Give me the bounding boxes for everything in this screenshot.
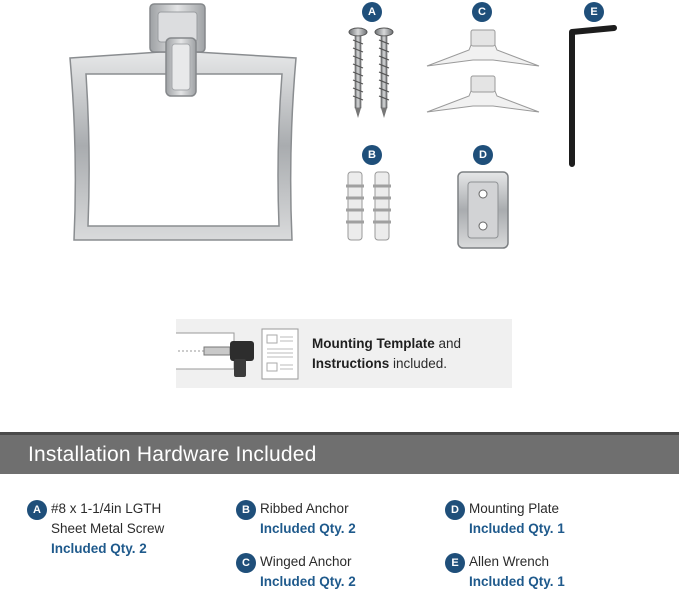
hardware-e-line1: Allen Wrench (469, 554, 550, 569)
hardware-badge-b: B (236, 500, 256, 520)
hardware-b-line1: Ribbed Anchor (260, 501, 349, 516)
badge-b: B (362, 145, 382, 165)
ribbed-anchor-image (346, 172, 391, 240)
template-note-text2: included. (389, 356, 448, 371)
banner-title: Installation Hardware Included (28, 443, 317, 466)
hardware-c-qty: Included Qty. 2 (260, 574, 356, 589)
winged-anchor-image (427, 30, 539, 112)
towel-ring-image (70, 4, 296, 240)
template-illustration-icon (176, 319, 306, 388)
template-note-text (312, 334, 508, 374)
badge-d: D (473, 145, 493, 165)
badge-c: C (472, 2, 492, 22)
screw-image (349, 28, 393, 118)
template-note-bold2: Instructions (312, 356, 390, 371)
product-illustration (0, 0, 679, 300)
hardware-badge-d: D (445, 500, 465, 520)
badge-e: E (584, 2, 604, 22)
hardware-a-line1: #8 x 1-1/4in LGTH (51, 501, 162, 516)
hardware-e-qty: Included Qty. 1 (469, 574, 565, 589)
allen-wrench-image (572, 28, 614, 164)
hardware-c-line1: Winged Anchor (260, 554, 352, 569)
template-note-text1: and (434, 336, 462, 351)
hardware-a-qty: Included Qty. 2 (51, 541, 147, 556)
hardware-badge-e: E (445, 553, 465, 573)
hardware-badge-a: A (27, 500, 47, 520)
hardware-d-qty: Included Qty. 1 (469, 521, 565, 536)
hardware-a-line2: Sheet Metal Screw (51, 521, 165, 536)
hardware-badge-c: C (236, 553, 256, 573)
mounting-plate-image (458, 172, 508, 248)
mounting-template-note (176, 319, 512, 388)
template-note-bold1: Mounting Template (312, 336, 435, 351)
badge-a: A (362, 2, 382, 22)
hardware-banner (0, 432, 679, 474)
hardware-d-line1: Mounting Plate (469, 501, 560, 516)
hardware-b-qty: Included Qty. 2 (260, 521, 356, 536)
